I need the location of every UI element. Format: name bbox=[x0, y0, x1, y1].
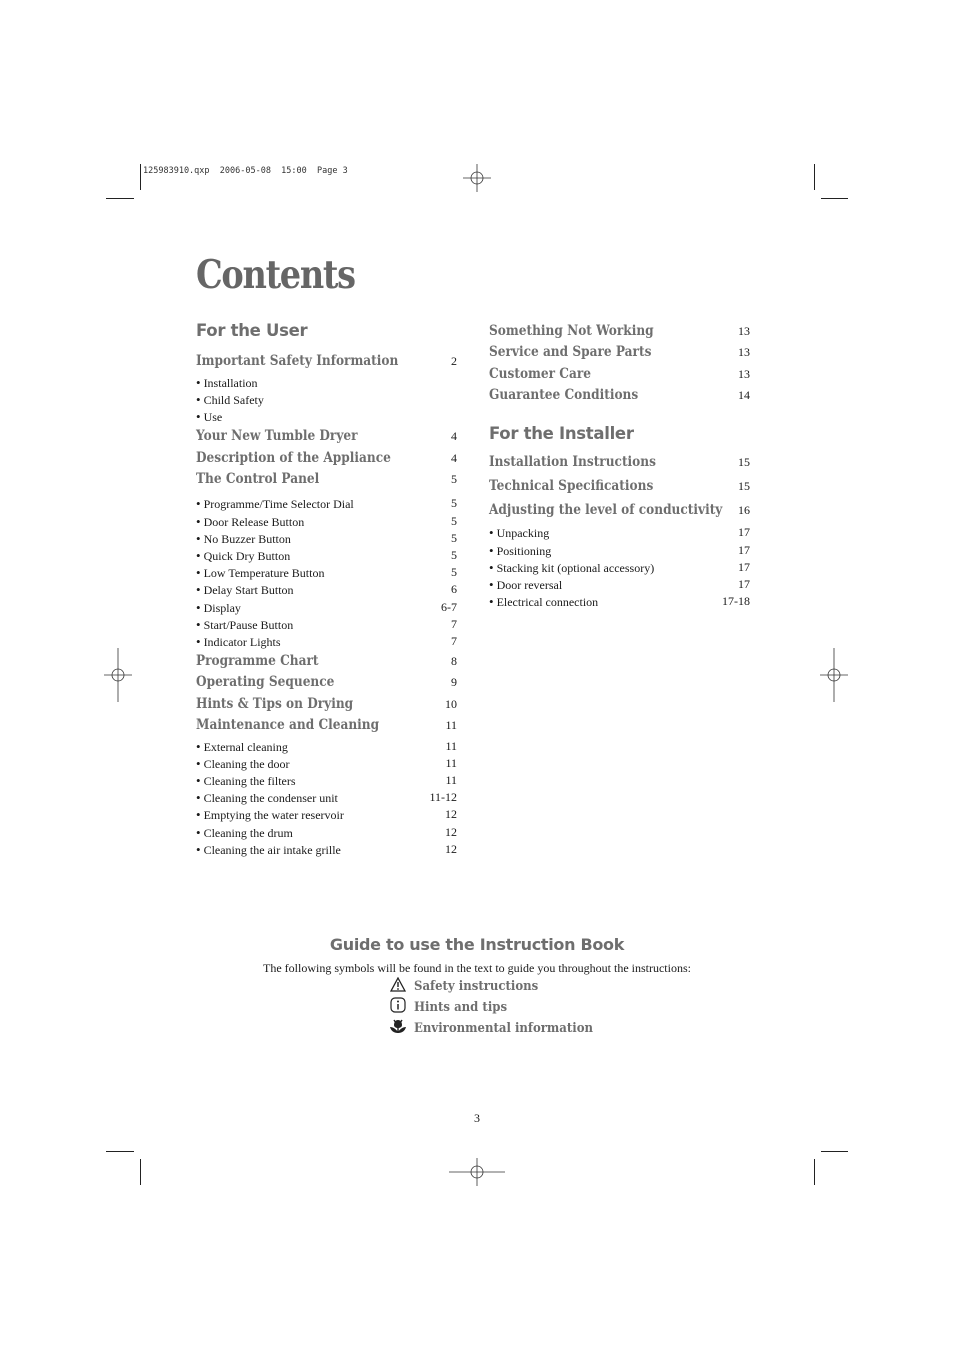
toc-page-number: 5 bbox=[451, 514, 457, 528]
toc-label: Guarantee Conditions bbox=[489, 387, 639, 403]
toc-item bbox=[196, 409, 222, 425]
registration-mark-icon bbox=[449, 1158, 505, 1186]
toc-label: Hints & Tips on Drying bbox=[196, 696, 354, 712]
toc-page-number: 11 bbox=[445, 773, 457, 787]
toc-label: Start/Pause Button bbox=[203, 618, 294, 632]
toc-item bbox=[196, 773, 296, 789]
toc-item bbox=[196, 807, 344, 823]
bullet-icon: • bbox=[196, 807, 201, 822]
toc-page-number: 11 bbox=[445, 756, 457, 770]
crop-mark bbox=[140, 164, 141, 190]
toc-item bbox=[196, 582, 294, 598]
toc-label: Child Safety bbox=[203, 393, 264, 407]
toc-page-number: 12 bbox=[445, 807, 457, 821]
toc-item bbox=[196, 531, 291, 547]
toc-label: Programme/Time Selector Dial bbox=[203, 497, 354, 511]
toc-label: Adjusting the level of conductivity bbox=[489, 502, 723, 518]
toc-label: Positioning bbox=[496, 544, 552, 558]
toc-page-number: 10 bbox=[445, 697, 457, 711]
toc-item bbox=[196, 825, 293, 841]
toc-page-number: 6-7 bbox=[441, 600, 457, 614]
bullet-icon: • bbox=[196, 409, 201, 424]
toc-heading bbox=[196, 353, 398, 369]
toc-heading bbox=[489, 478, 653, 494]
bullet-icon: • bbox=[196, 496, 201, 511]
crop-mark bbox=[140, 1159, 141, 1185]
toc-heading bbox=[196, 717, 379, 733]
bullet-icon: • bbox=[196, 548, 201, 563]
bullet-icon: • bbox=[196, 825, 201, 840]
bullet-icon: • bbox=[196, 842, 201, 857]
toc-page-number: 13 bbox=[738, 324, 750, 338]
toc-page-number: 11-12 bbox=[429, 790, 457, 804]
toc-label: Quick Dry Button bbox=[203, 549, 291, 563]
guide-text: The following symbols will be found in the text to guide you throughout the instructions: bbox=[263, 961, 691, 975]
toc-page-number: 17 bbox=[738, 560, 750, 574]
toc-page-number: 4 bbox=[451, 429, 457, 443]
toc-heading bbox=[489, 344, 651, 360]
toc-label: External cleaning bbox=[203, 740, 288, 754]
toc-label: Something Not Working bbox=[489, 323, 654, 339]
registration-mark-icon bbox=[820, 648, 848, 702]
toc-label: Door Release Button bbox=[203, 515, 305, 529]
toc-label: Installation Instructions bbox=[489, 454, 656, 470]
toc-item bbox=[196, 842, 341, 858]
toc-heading bbox=[489, 366, 591, 382]
toc-label: Unpacking bbox=[496, 526, 550, 540]
toc-page-number: 4 bbox=[451, 451, 457, 465]
bullet-icon: • bbox=[196, 739, 201, 754]
toc-item bbox=[196, 514, 304, 530]
registration-mark-icon bbox=[104, 648, 132, 702]
toc-heading bbox=[489, 502, 722, 518]
toc-page-number: 11 bbox=[445, 718, 457, 732]
bullet-icon: • bbox=[196, 756, 201, 771]
toc-label: Cleaning the air intake grille bbox=[203, 843, 341, 857]
toc-heading bbox=[196, 653, 318, 669]
toc-label: Indicator Lights bbox=[203, 635, 281, 649]
toc-page-number: 2 bbox=[451, 354, 457, 368]
toc-label: Cleaning the door bbox=[203, 757, 290, 771]
page-title: Contents bbox=[196, 252, 355, 298]
bullet-icon: • bbox=[196, 617, 201, 632]
bullet-icon: • bbox=[489, 543, 494, 558]
toc-item bbox=[196, 617, 293, 633]
bullet-icon: • bbox=[489, 525, 494, 540]
toc-label: Cleaning the filters bbox=[203, 774, 296, 788]
toc-heading bbox=[489, 387, 638, 403]
toc-label: Installation bbox=[203, 376, 258, 390]
flower-icon bbox=[389, 1017, 407, 1034]
toc-item bbox=[196, 392, 264, 408]
toc-item bbox=[489, 525, 549, 541]
toc-item bbox=[196, 600, 241, 616]
toc-page-number: 12 bbox=[445, 842, 457, 856]
page-number: 3 bbox=[474, 1111, 480, 1125]
toc-label: Important Safety Information bbox=[196, 353, 399, 369]
symbol-label-safety: Safety instructions bbox=[414, 979, 539, 994]
toc-page-number: 5 bbox=[451, 531, 457, 545]
bullet-icon: • bbox=[196, 600, 201, 615]
toc-label: Your New Tumble Dryer bbox=[196, 428, 358, 444]
toc-item bbox=[196, 375, 258, 391]
warning-triangle-icon bbox=[390, 977, 406, 992]
toc-label: Customer Care bbox=[489, 366, 591, 382]
toc-item bbox=[489, 577, 562, 593]
toc-page-number: 14 bbox=[738, 388, 750, 402]
toc-label: Cleaning the condenser unit bbox=[203, 791, 338, 805]
toc-item bbox=[196, 739, 288, 755]
registration-mark-icon bbox=[463, 164, 491, 192]
toc-page-number: 16 bbox=[738, 503, 750, 517]
symbol-label-environment: Environmental information bbox=[414, 1021, 594, 1036]
toc-label: Programme Chart bbox=[196, 653, 319, 669]
bullet-icon: • bbox=[489, 594, 494, 609]
toc-item bbox=[196, 790, 338, 806]
toc-item bbox=[489, 560, 654, 576]
toc-label: Operating Sequence bbox=[196, 674, 335, 690]
toc-page-number: 12 bbox=[445, 825, 457, 839]
toc-label: Door reversal bbox=[496, 578, 563, 592]
crop-mark bbox=[106, 198, 134, 199]
toc-item bbox=[489, 543, 551, 559]
toc-item bbox=[196, 634, 281, 650]
toc-page-number: 5 bbox=[451, 565, 457, 579]
toc-item bbox=[196, 496, 354, 512]
toc-page-number: 17 bbox=[738, 577, 750, 591]
toc-page-number: 13 bbox=[738, 345, 750, 359]
toc-page-number: 13 bbox=[738, 367, 750, 381]
bullet-icon: • bbox=[196, 565, 201, 580]
bullet-icon: • bbox=[196, 773, 201, 788]
toc-label: Use bbox=[203, 410, 223, 424]
toc-item bbox=[196, 548, 290, 564]
toc-page-number: 7 bbox=[451, 634, 457, 648]
toc-page-number: 17 bbox=[738, 543, 750, 557]
toc-label: Cleaning the drum bbox=[203, 826, 293, 840]
toc-label: No Buzzer Button bbox=[203, 532, 291, 546]
toc-heading bbox=[196, 450, 391, 466]
toc-heading bbox=[489, 454, 656, 470]
guide-title: Guide to use the Instruction Book bbox=[329, 935, 625, 954]
crop-mark bbox=[821, 198, 848, 199]
bullet-icon: • bbox=[196, 375, 201, 390]
toc-label: Display bbox=[203, 601, 241, 615]
toc-page-number: 15 bbox=[738, 455, 750, 469]
toc-page-number: 7 bbox=[451, 617, 457, 631]
printer-slug: 125983910.qxp 2006-05-08 15:00 Page 3 bbox=[143, 166, 348, 176]
crop-mark bbox=[814, 164, 815, 190]
toc-page-number: 5 bbox=[451, 496, 457, 510]
toc-label: Emptying the water reservoir bbox=[203, 808, 344, 822]
toc-page-number: 8 bbox=[451, 654, 457, 668]
toc-heading bbox=[196, 674, 334, 690]
toc-heading bbox=[196, 428, 358, 444]
toc-heading bbox=[196, 696, 353, 712]
bullet-icon: • bbox=[196, 514, 201, 529]
crop-mark bbox=[821, 1151, 848, 1152]
toc-page-number: 6 bbox=[451, 582, 457, 596]
toc-label: The Control Panel bbox=[196, 471, 320, 487]
toc-page-number: 5 bbox=[451, 548, 457, 562]
toc-page-number: 5 bbox=[451, 472, 457, 486]
bullet-icon: • bbox=[196, 634, 201, 649]
symbol-label-hints: Hints and tips bbox=[414, 1000, 508, 1015]
toc-label: Delay Start Button bbox=[203, 583, 294, 597]
toc-label: Low Temperature Button bbox=[203, 566, 325, 580]
toc-label: Service and Spare Parts bbox=[489, 344, 652, 360]
bullet-icon: • bbox=[489, 577, 494, 592]
toc-item bbox=[196, 756, 290, 772]
toc-page-number: 11 bbox=[445, 739, 457, 753]
bullet-icon: • bbox=[196, 582, 201, 597]
toc-item bbox=[196, 565, 324, 581]
crop-mark bbox=[814, 1159, 815, 1185]
info-icon bbox=[390, 997, 406, 1013]
bullet-icon: • bbox=[489, 560, 494, 575]
toc-page-number: 17 bbox=[738, 525, 750, 539]
toc-page-number: 17-18 bbox=[722, 594, 750, 608]
bullet-icon: • bbox=[196, 392, 201, 407]
section-heading-installer: For the Installer bbox=[489, 424, 634, 443]
bullet-icon: • bbox=[196, 531, 201, 546]
toc-heading bbox=[489, 323, 654, 339]
toc-label: Maintenance and Cleaning bbox=[196, 717, 380, 733]
bullet-icon: • bbox=[196, 790, 201, 805]
toc-label: Technical Specifications bbox=[489, 478, 654, 494]
toc-page-number: 15 bbox=[738, 479, 750, 493]
toc-page-number: 9 bbox=[451, 675, 457, 689]
toc-label: Description of the Appliance bbox=[196, 450, 391, 466]
toc-heading bbox=[196, 471, 319, 487]
toc-label: Electrical connection bbox=[496, 595, 599, 609]
toc-label: Stacking kit (optional accessory) bbox=[496, 561, 655, 575]
toc-item bbox=[489, 594, 598, 610]
section-heading-user: For the User bbox=[196, 321, 308, 340]
crop-mark bbox=[106, 1151, 134, 1152]
